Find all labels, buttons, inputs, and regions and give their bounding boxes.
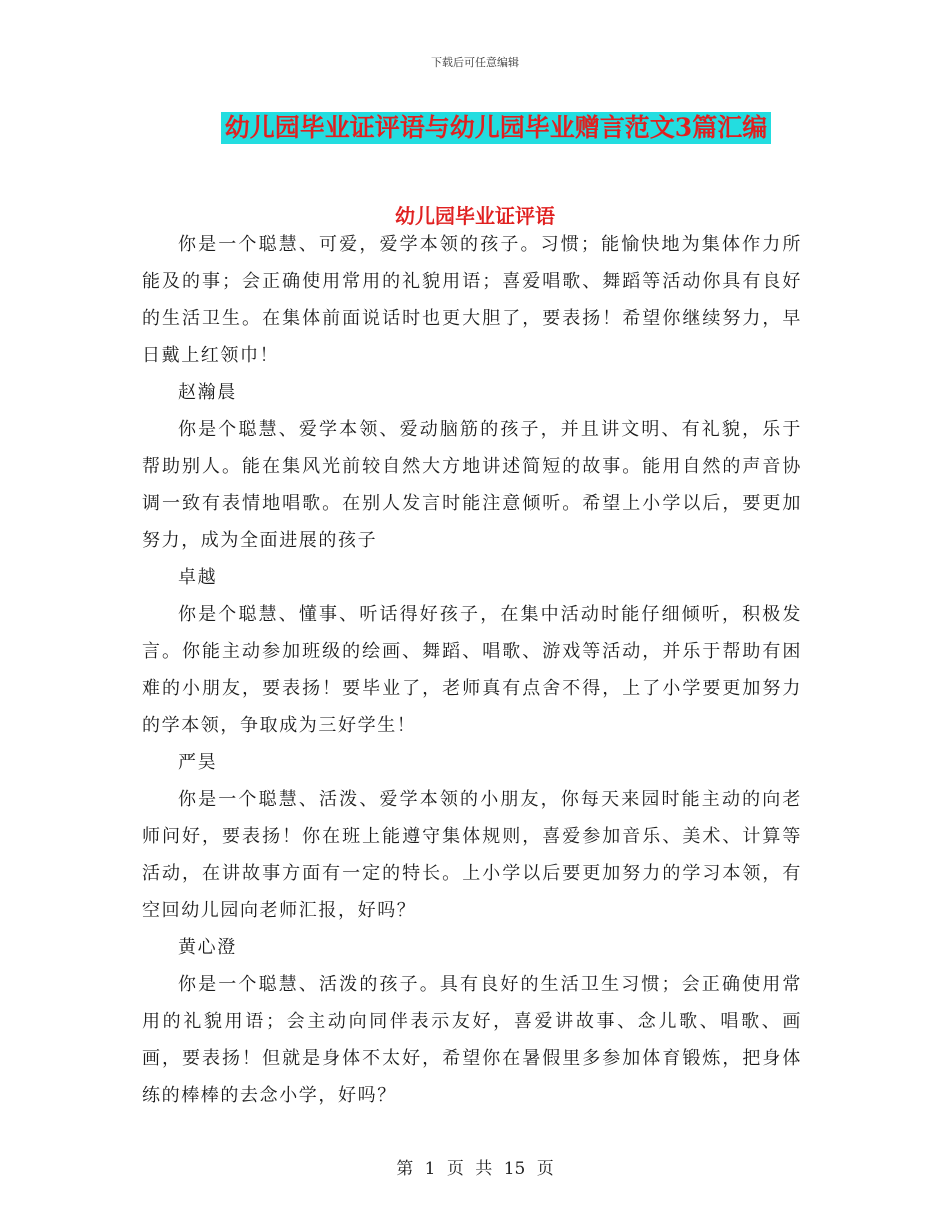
student-name: 严昊 [178,752,218,773]
document-title-wrapper [0,112,950,144]
student-name: 卓越 [178,567,218,588]
comment-paragraph: 你是一个聪慧、活泼的孩子。具有良好的生活卫生习惯；会正确使用常用的礼貌用语；会主动向同伴表示友好，喜爱讲故事、念儿歌、唱歌、画画，要表扬！但就是身体不太好，希望你在暑假里多参加体育锻炼，把身体练的棒棒的去念小学，好吗？ [142,974,802,1106]
student-name: 赵瀚晨 [178,382,237,403]
page-number-footer: 第 1 页 共 15 页 [396,1159,554,1179]
comment-paragraph: 你是个聪慧、懂事、听话得好孩子，在集中活动时能仔细倾听，积极发言。你能主动参加班级的绘画、舞蹈、唱歌、游戏等活动，并乐于帮助有困难的小朋友，要表扬！要毕业了，老师真有点舍不得，上了小学要更加努力的学本领，争取成为三好学生！ [142,604,802,736]
document-title: 幼儿园毕业证评语与幼儿园毕业赠言范文3篇汇编 [221,112,771,144]
header-note: 下载后可任意编辑 [431,56,519,69]
comment-paragraph: 你是一个聪慧、活泼、爱学本领的小朋友，你每天来园时能主动的向老师问好，要表扬！你在班上能遵守集体规则，喜爱参加音乐、美术、计算等活动，在讲故事方面有一定的特长。上小学以后要更加努力的学习本领，有空回幼儿园向老师汇报，好吗？ [142,789,802,921]
document-body [142,226,802,1114]
student-name: 黄心澄 [178,937,237,958]
section-title: 幼儿园毕业证评语 [395,204,555,228]
comment-paragraph: 你是个聪慧、爱学本领、爱动脑筋的孩子，并且讲文明、有礼貌，乐于帮助别人。能在集风光前较自然大方地讲述简短的故事。能用自然的声音协调一致有表情地唱歌。在别人发言时能注意倾听。希望上小学以后，要更加努力，成为全面进展的孩子 [142,419,802,551]
comment-paragraph: 你是一个聪慧、可爱，爱学本领的孩子。习惯；能愉快地为集体作力所能及的事；会正确使用常用的礼貌用语；喜爱唱歌、舞蹈等活动你具有良好的生活卫生。在集体前面说话时也更大胆了，要表扬！希望你继续努力，早日戴上红领巾！ [142,234,802,366]
